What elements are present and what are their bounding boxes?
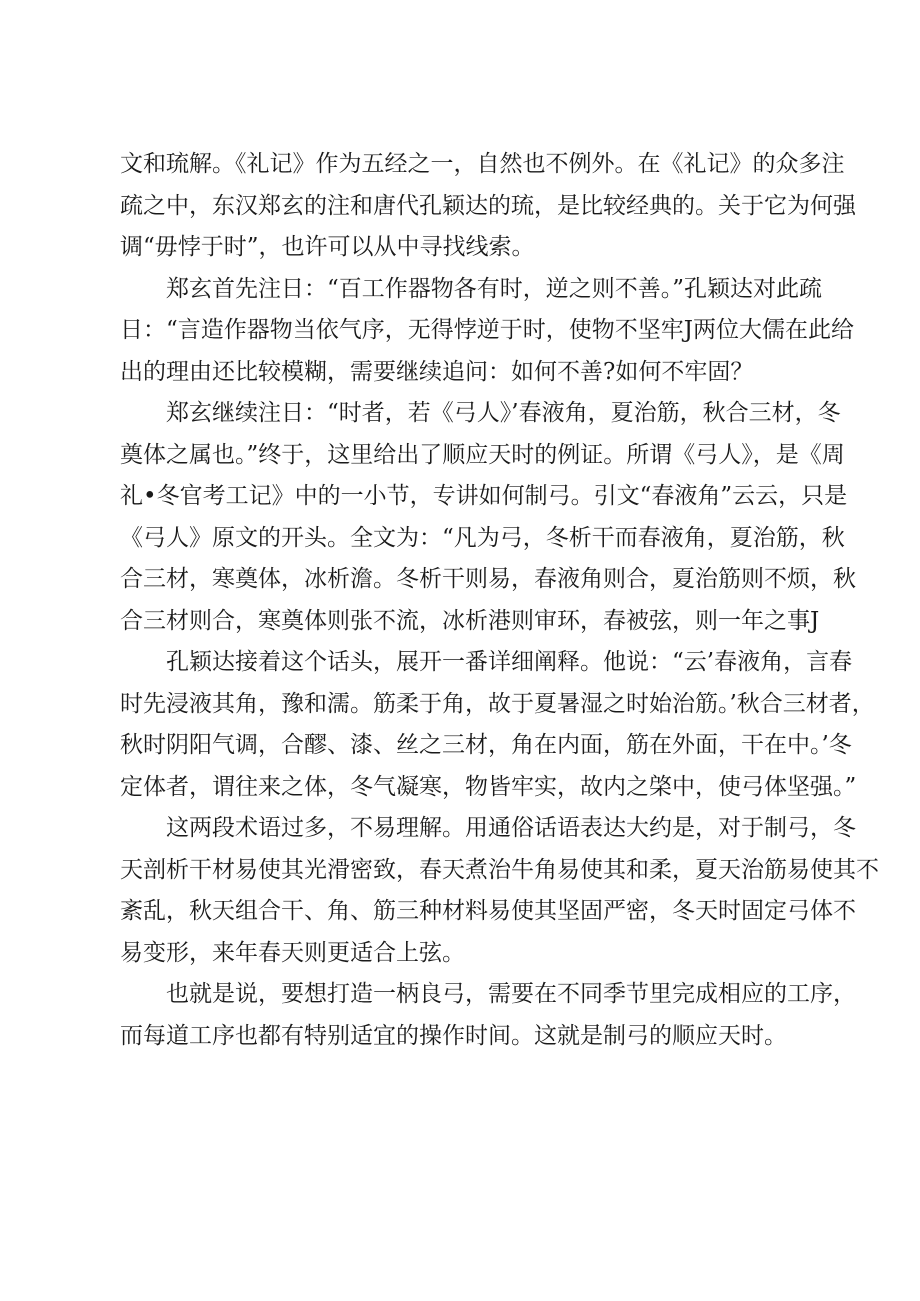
text-line: 合三材则合，寒奠体则张不流，冰析港则审环，春被弦，则一年之事J <box>120 607 820 634</box>
text-line: 郑玄首先注日：“百工作器物各有时，逆之则不善。”孔颖达对此疏 <box>166 275 823 302</box>
text-line: 秋时阴阳气调，合醪、漆、丝之三材，角在内面，筋在外面，干在中。’冬 <box>120 732 852 758</box>
paragraph-4 <box>120 642 875 808</box>
text-line: 而每道工序也都有特别适宜的操作时间。这就是制弓的顺应天时。 <box>120 1022 787 1049</box>
text-line: 孔颖达接着这个话头，展开一番详细阐释。他说：“云’春液角，言春 <box>166 649 853 675</box>
text-line: 紊乱，秋天组合干、角、筋三种材料易使其坚固严密，冬天时固定弓体不 <box>120 898 856 924</box>
text-line: 疏之中，东汉郑玄的注和唐代孔颖达的琉，是比较经典的。关于它为何强 <box>120 192 856 219</box>
paragraph-1 <box>120 144 856 269</box>
paragraph-6 <box>120 974 856 1057</box>
text-line: 定体者，谓往来之体，冬气凝寒，物皆牢实，故内之棨中，使弓体坚强。” <box>120 773 857 800</box>
text-line: 礼•冬官考工记》中的一小节，专讲如何制弓。引文“春液角”云云，只是 <box>120 483 848 509</box>
text-line: 文和琉解。《礼记》作为五经之一，自然也不例外。在《礼记》的众多注 <box>120 151 845 177</box>
text-line: 天剖析干材易使其光滑密致，春天煮治牛角易使其和柔，夏天治筋易使其不 <box>120 856 879 883</box>
text-line: 合三材，寒奠体，冰析澹。冬析干则易，春液角则合，夏治筋则不烦，秋 <box>120 566 856 592</box>
text-line: 这两段术语过多，不易理解。用通俗话语表达大约是，对于制弓，冬 <box>166 815 856 841</box>
text-line: 郑玄继续注日：“时者，若《弓人》’春液角，夏治筋，秋合三材，冬 <box>166 400 841 426</box>
text-line: 时先浸液其角，豫和濡。筋柔于角，故于夏暑湿之时始治筋。’秋合三材者， <box>120 690 875 717</box>
text-line: 出的理由还比较模糊，需要继续追问：如何不善?如何不牢固？ <box>120 358 754 385</box>
paragraph-3 <box>120 393 856 642</box>
text-line: 也就是说，要想打造一柄良弓，需要在不同季节里完成相应的工序， <box>166 981 856 1007</box>
article-body <box>120 144 879 1057</box>
text-line: 日：“言造作器物当依气序，无得悖逆于时，使物不坚牢J两位大儒在此给 <box>120 317 854 343</box>
text-line: 调“毋悖于时”，也许可以从中寻找线索。 <box>120 234 535 260</box>
text-line: 奠体之属也。”终于，这里给出了顺应天时的例证。所谓《弓人》，是《周 <box>120 441 845 468</box>
paragraph-2 <box>120 269 854 394</box>
text-line: 《弓人》原文的开头。全文为：“凡为弓，冬析干而春液角，夏治筋，秋 <box>120 524 845 551</box>
text-line: 易变形，来年春天则更适合上弦。 <box>120 939 465 966</box>
paragraph-5 <box>120 808 879 974</box>
